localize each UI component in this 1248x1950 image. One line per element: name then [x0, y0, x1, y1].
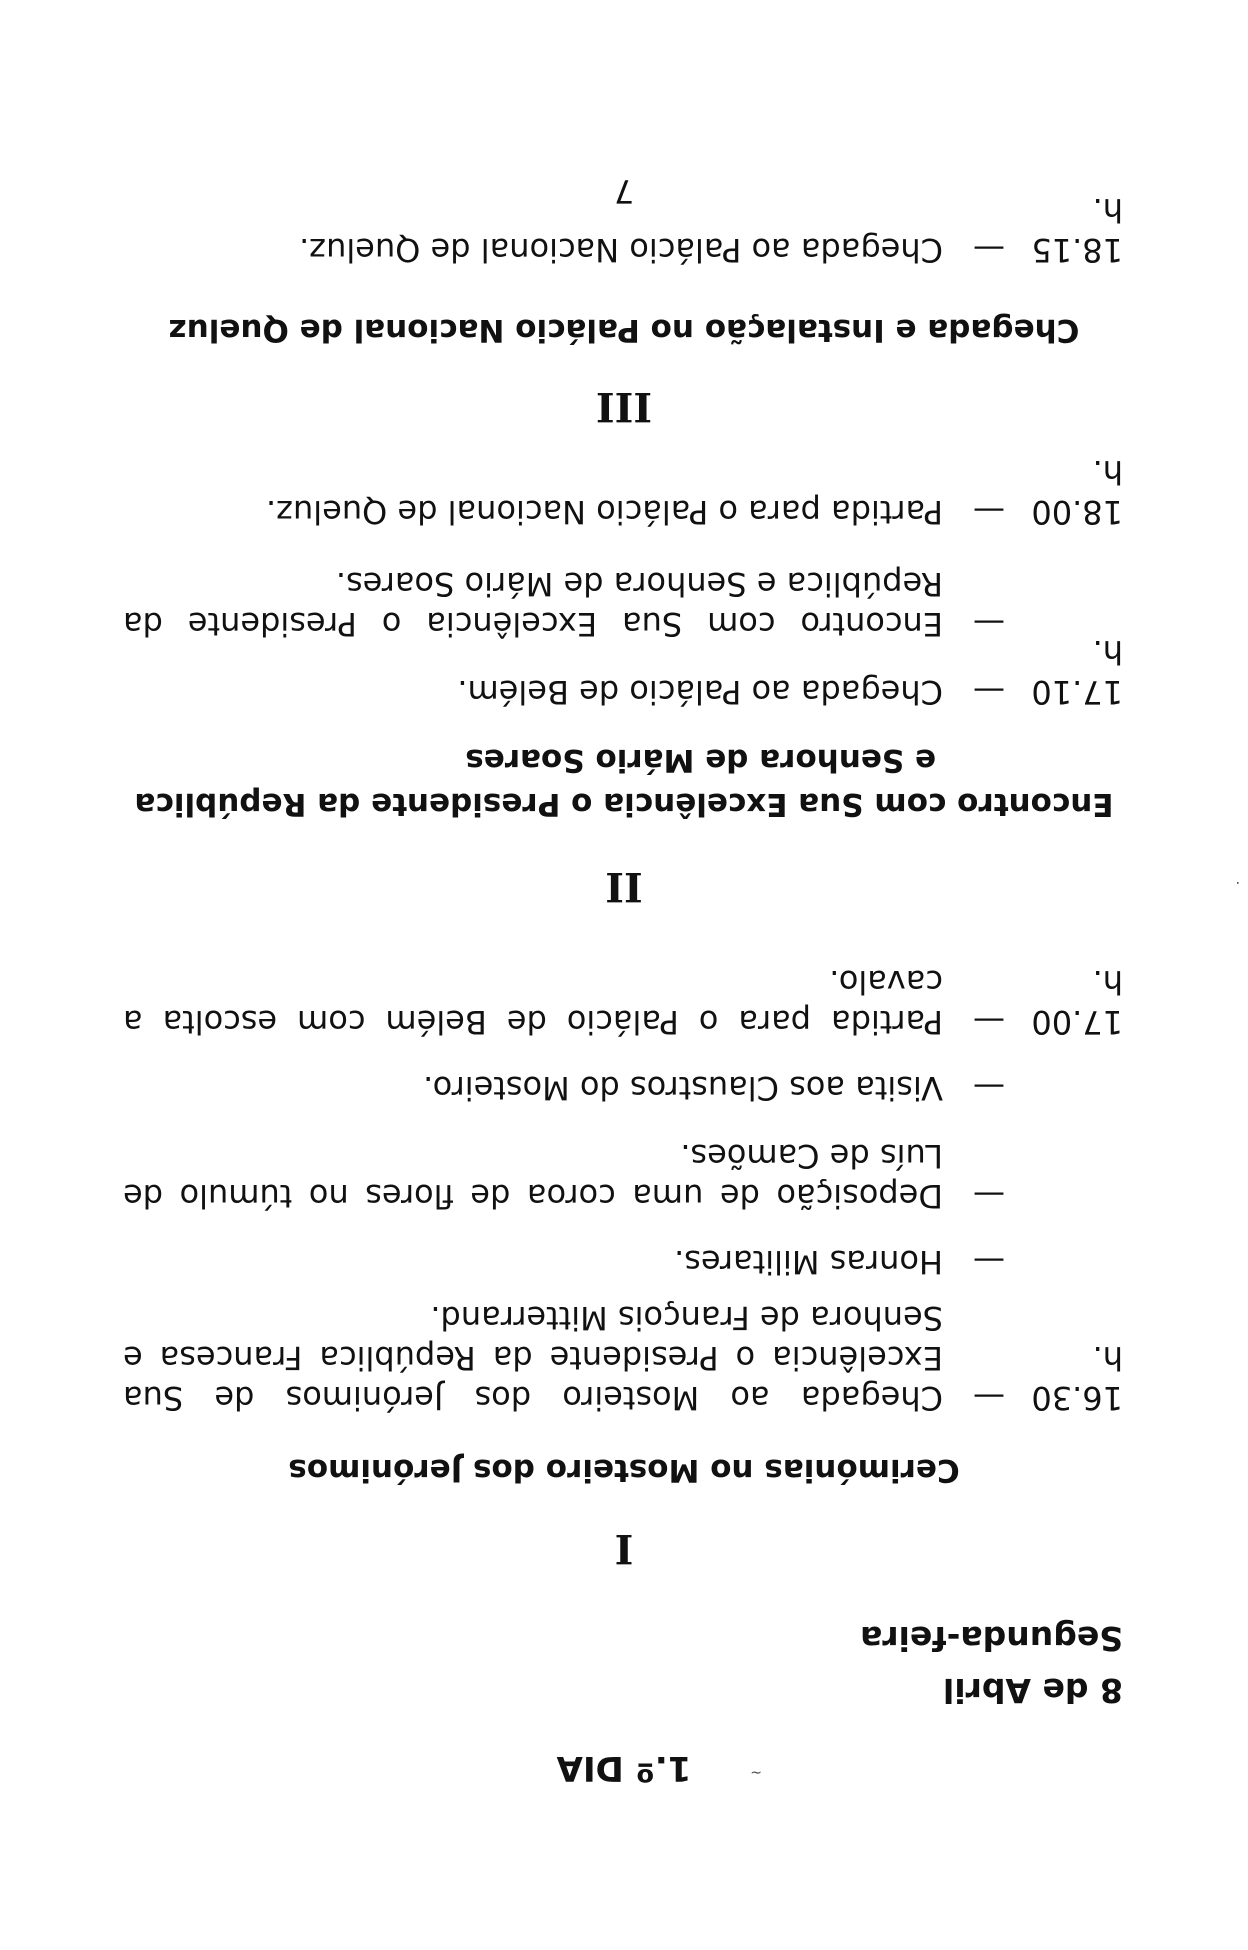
- section-title-1: Cerimónias no Mosteiro dos Jerónimos: [288, 1452, 960, 1488]
- entry-dash: —: [973, 1003, 1005, 1041]
- entry-time: 17.10 h.: [1031, 633, 1123, 711]
- entry-dash: —: [973, 605, 1005, 643]
- schedule-entry: [123, 633, 1123, 712]
- schedule-entry: [123, 1242, 1123, 1282]
- entry-dash: —: [973, 493, 1005, 531]
- entry-time: 18.15 h.: [1031, 191, 1123, 269]
- entry-text: Deposição de uma coroa de flores no túmulo de Luís de Camões.: [123, 1137, 943, 1215]
- schedule-entry: [123, 453, 1123, 532]
- entry-text: Chegada ao Mosteiro dos Jerónimos de Sua Excelência o Presidente da República Francesa e Senhora de François Mitterrand.: [123, 1299, 943, 1417]
- schedule-entry: [123, 1068, 1123, 1108]
- page-number: 7: [613, 172, 635, 210]
- entry-text: Chegada ao Palácio Nacional de Queluz.: [299, 231, 943, 269]
- entry-text: Honras Militares.: [674, 1243, 943, 1281]
- scan-speck-icon: ~: [750, 1764, 762, 1780]
- entry-dash: —: [973, 1069, 1005, 1107]
- section-title-3: Chegada e Instalação no Palácio Nacional de Queluz: [168, 312, 1080, 348]
- entry-text: Partida para o Palácio Nacional de Queluz.: [266, 493, 943, 531]
- entry-text: Partida para o Palácio de Belém com escolta a cavalo.: [123, 963, 943, 1041]
- section-numeral-2: II: [605, 863, 643, 910]
- day-title: 1.º DIA: [556, 1748, 692, 1788]
- section-title-2: Encontro com Sua Excelência o Presidente da República: [134, 786, 1114, 822]
- schedule-entry: [123, 191, 1123, 270]
- entry-dash: —: [973, 1379, 1005, 1417]
- schedule-entry: [123, 1298, 1123, 1418]
- schedule-entry: [123, 1136, 1123, 1216]
- entry-time: 18.00 h.: [1031, 453, 1123, 531]
- entry-text: Chegada ao Palácio de Belém.: [457, 673, 943, 711]
- schedule-entry: [123, 962, 1123, 1042]
- section-title-2-line2: e Senhora de Mário Soares: [465, 742, 936, 778]
- entry-text: Visita aos Claustros do Mosteiro.: [423, 1069, 943, 1107]
- entry-time: 16.30 h.: [1031, 1339, 1123, 1417]
- entry-dash: —: [973, 231, 1005, 269]
- scan-speck-icon: ·: [1235, 874, 1240, 890]
- schedule-entry: [123, 564, 1123, 644]
- entry-dash: —: [973, 1177, 1005, 1215]
- entry-text: Encontro com Sua Excelência o Presidente da República e Senhora de Mário Soares.: [123, 565, 943, 643]
- entry-dash: —: [973, 673, 1005, 711]
- entry-dash: —: [973, 1243, 1005, 1281]
- section-numeral-1: I: [614, 1525, 634, 1572]
- date-line: 8 de Abril: [942, 1671, 1123, 1710]
- section-numeral-3: III: [595, 383, 653, 430]
- entry-time: 17.00 h.: [1031, 963, 1123, 1041]
- weekday-line: Segunda-feira: [860, 1619, 1123, 1658]
